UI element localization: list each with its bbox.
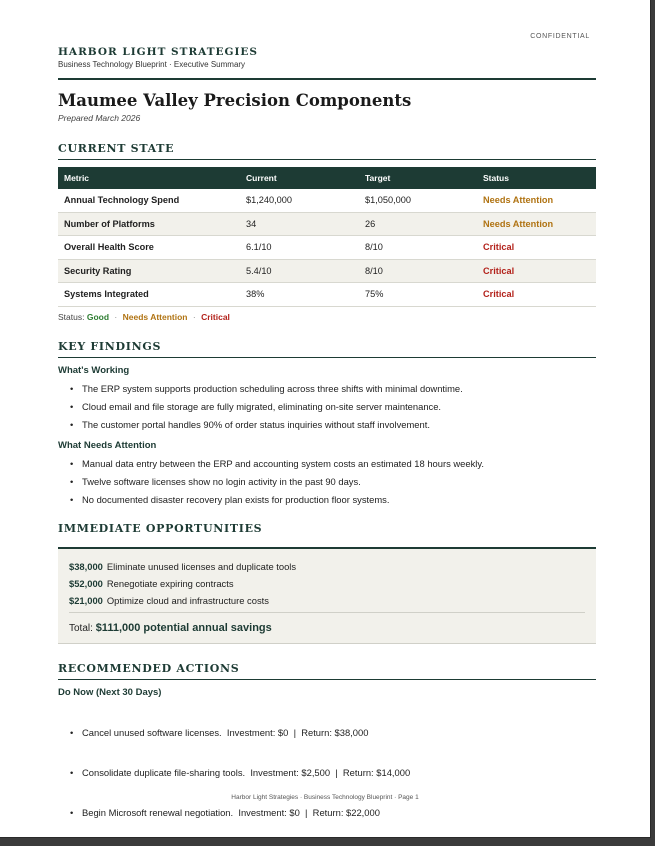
list-item: • Cancel unused software licenses. Investment: $0 | Return: $38,000: [70, 726, 410, 744]
opportunities-divider: [69, 612, 585, 613]
subheading-needs-attention: What Needs Attention: [58, 440, 157, 451]
metric-current: 38%: [240, 283, 359, 307]
opportunity-label: Eliminate unused licenses and duplicate tools: [106, 561, 297, 572]
table-row: [58, 259, 596, 283]
legend-critical: Critical: [201, 312, 230, 322]
legend-good: Good: [86, 312, 110, 322]
status-badge: Critical: [477, 259, 596, 283]
opportunities-box: [58, 547, 596, 644]
list-item: • Manual data entry between the ERP and accounting system costs an estimated 18 hours weekly.: [70, 457, 484, 475]
metric-current: $1,240,000: [240, 189, 359, 212]
metric-target: 8/10: [359, 236, 477, 260]
status-badge: Critical: [477, 283, 596, 307]
opportunity-amount: $52,000: [69, 578, 103, 589]
status-badge: Needs Attention: [477, 189, 596, 212]
confidential-label: CONFIDENTIAL: [530, 33, 590, 40]
metric-target: 26: [359, 212, 477, 236]
section-heading-key-findings: KEY FINDINGS: [58, 340, 596, 358]
table-row: [58, 212, 596, 236]
metric-name: Systems Integrated: [58, 283, 240, 307]
page-title: Maumee Valley Precision Components: [58, 91, 412, 110]
opportunity-item: [69, 595, 269, 606]
opportunities-total: [69, 622, 272, 634]
column-header-status: Status: [477, 167, 596, 189]
header-divider: [58, 78, 596, 80]
legend-label: Status:: [58, 312, 85, 322]
column-header-current: Current: [240, 167, 359, 189]
metric-name: Security Rating: [58, 259, 240, 283]
metric-name: Number of Platforms: [58, 212, 240, 236]
opportunity-amount: $21,000: [69, 595, 103, 606]
total-label: Total:: [69, 623, 93, 634]
metric-target: 75%: [359, 283, 477, 307]
legend-separator: ·: [192, 312, 196, 322]
current-state-table: [58, 167, 596, 307]
column-header-metric: Metric: [58, 167, 240, 189]
list-item: • Consolidate duplicate file-sharing tools. Investment: $2,500 | Return: $14,000: [70, 766, 410, 784]
prepared-date: Prepared March 2026: [58, 113, 141, 123]
attention-list: [70, 457, 484, 511]
table-header-row: [58, 167, 596, 189]
brand-subtitle: Business Technology Blueprint · Executive Summary: [58, 60, 246, 69]
status-badge: Needs Attention: [477, 212, 596, 236]
list-item: • Twelve software licenses show no login activity in the past 90 days.: [70, 475, 484, 493]
column-header-target: Target: [359, 167, 477, 189]
list-item: • Begin Microsoft renewal negotiation. Investment: $0 | Return: $22,000: [70, 806, 410, 824]
legend-attention: Needs Attention: [122, 312, 188, 322]
metric-current: 5.4/10: [240, 259, 359, 283]
status-badge: Critical: [477, 236, 596, 260]
opportunity-amount: $38,000: [69, 561, 103, 572]
section-heading-recommended-actions: RECOMMENDED ACTIONS: [58, 662, 596, 680]
metric-name: Overall Health Score: [58, 236, 240, 260]
metric-target: $1,050,000: [359, 189, 477, 212]
list-item: • No documented disaster recovery plan exists for production floor systems.: [70, 493, 484, 511]
actions-list: [70, 704, 410, 846]
subheading-whats-working: What's Working: [58, 365, 130, 376]
status-legend: [58, 312, 230, 322]
metric-current: 34: [240, 212, 359, 236]
table-row: [58, 283, 596, 307]
working-list: [70, 382, 463, 436]
legend-separator: ·: [114, 312, 118, 322]
opportunity-label: Optimize cloud and infrastructure costs: [106, 595, 269, 606]
opportunity-label: Renegotiate expiring contracts: [106, 578, 234, 589]
total-amount: $111,000 potential annual savings: [95, 622, 272, 634]
opportunity-item: [69, 578, 234, 589]
section-heading-current-state: CURRENT STATE: [58, 142, 596, 160]
brand-name: HARBOR LIGHT STRATEGIES: [58, 46, 259, 58]
metric-current: 6.1/10: [240, 236, 359, 260]
metric-name: Annual Technology Spend: [58, 189, 240, 212]
opportunity-item: [69, 561, 296, 572]
section-heading-opportunities: IMMEDIATE OPPORTUNITIES: [58, 522, 263, 535]
list-item: • Cloud email and file storage are fully migrated, eliminating on-site server maintenance.: [70, 400, 463, 418]
table-row: [58, 236, 596, 260]
list-item: • The customer portal handles 90% of order status inquiries without staff involvement.: [70, 418, 463, 436]
subheading-do-now: Do Now (Next 30 Days): [58, 687, 162, 698]
list-item: • The ERP system supports production scheduling across three shifts with minimal downtime.: [70, 382, 463, 400]
page-footer: Harbor Light Strategies · Business Technology Blueprint · Page 1: [231, 794, 419, 801]
table-row: [58, 189, 596, 212]
metric-target: 8/10: [359, 259, 477, 283]
